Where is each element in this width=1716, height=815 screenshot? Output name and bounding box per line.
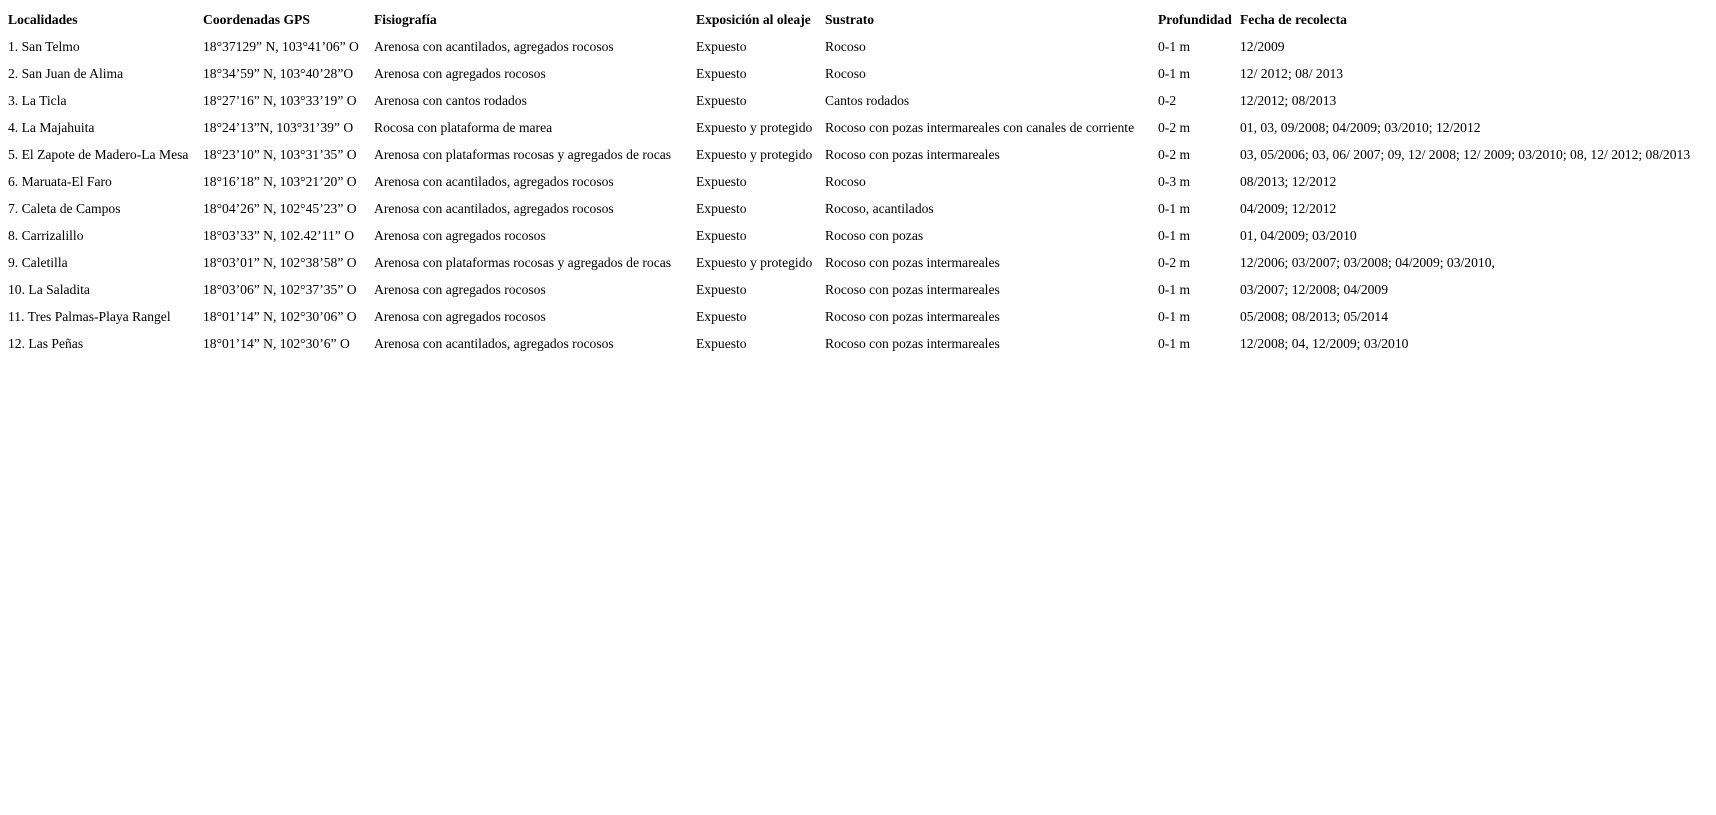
header-exposicion: Exposición al oleaje bbox=[696, 12, 811, 27]
cell-fisiografia: Arenosa con cantos rodados bbox=[374, 93, 527, 108]
cell-localidad: 10. La Saladita bbox=[8, 282, 90, 297]
cell-sustrato: Rocoso con pozas intermareales con canales de corriente bbox=[825, 120, 1135, 135]
cell-exposicion: Expuesto bbox=[696, 201, 747, 216]
cell-coordenadas: 18°24’13”N, 103°31’39” O bbox=[203, 120, 354, 135]
cell-fisiografia: Rocosa con plataforma de marea bbox=[374, 120, 553, 135]
cell-fisiografia: Arenosa con agregados rocosos bbox=[374, 66, 546, 81]
cell-localidad: 4. La Majahuita bbox=[8, 120, 95, 135]
table-row bbox=[7, 142, 1691, 167]
cell-profundidad: 0-1 m bbox=[1158, 282, 1191, 297]
cell-fisiografia: Arenosa con acantilados, agregados rocosos bbox=[374, 39, 614, 54]
cell-fecha: 03, 05/2006; 03, 06/ 2007; 09, 12/ 2008; 12/ 2009; 03/2010; 08, 12/ 2012; 08/2013 bbox=[1240, 147, 1691, 162]
cell-coordenadas: 18°16’18” N, 103°21’20” O bbox=[203, 174, 357, 189]
cell-sustrato: Rocoso con pozas intermareales bbox=[825, 282, 1000, 297]
cell-fecha: 05/2008; 08/2013; 05/2014 bbox=[1240, 309, 1389, 324]
cell-fisiografia: Arenosa con agregados rocosos bbox=[374, 228, 546, 243]
cell-fecha: 12/2008; 04, 12/2009; 03/2010 bbox=[1240, 336, 1409, 351]
cell-localidad: 9. Caletilla bbox=[8, 255, 68, 270]
cell-coordenadas: 18°01’14” N, 102°30’06” O bbox=[203, 309, 357, 324]
cell-localidad: 6. Maruata-El Faro bbox=[8, 174, 112, 189]
cell-exposicion: Expuesto bbox=[696, 309, 747, 324]
table-row bbox=[7, 250, 1691, 275]
cell-localidad: 3. La Ticla bbox=[8, 93, 67, 108]
cell-profundidad: 0-1 m bbox=[1158, 66, 1191, 81]
cell-exposicion: Expuesto bbox=[696, 336, 747, 351]
header-fisiografia: Fisiografía bbox=[374, 12, 437, 27]
header-sustrato: Sustrato bbox=[825, 12, 875, 27]
cell-coordenadas: 18°01’14” N, 102°30’6” O bbox=[203, 336, 350, 351]
cell-exposicion: Expuesto bbox=[696, 66, 747, 81]
cell-fecha: 01, 03, 09/2008; 04/2009; 03/2010; 12/2012 bbox=[1240, 120, 1481, 135]
cell-localidad: 11. Tres Palmas-Playa Rangel bbox=[8, 309, 171, 324]
cell-coordenadas: 18°23’10” N, 103°31’35” O bbox=[203, 147, 357, 162]
cell-exposicion: Expuesto bbox=[696, 282, 747, 297]
cell-localidad: 8. Carrizalillo bbox=[8, 228, 84, 243]
cell-fisiografia: Arenosa con plataformas rocosas y agregados de rocas bbox=[374, 255, 672, 270]
cell-sustrato: Rocoso, acantilados bbox=[825, 201, 934, 216]
cell-fecha: 12/2009 bbox=[1240, 39, 1285, 54]
cell-fisiografia: Arenosa con agregados rocosos bbox=[374, 282, 546, 297]
table-row bbox=[7, 331, 1691, 356]
cell-coordenadas: 18°27’16” N, 103°33’19” O bbox=[203, 93, 357, 108]
cell-sustrato: Rocoso bbox=[825, 66, 866, 81]
cell-fecha: 04/2009; 12/2012 bbox=[1240, 201, 1337, 216]
table-header bbox=[7, 7, 1691, 32]
header-row bbox=[7, 7, 1691, 32]
cell-localidad: 12. Las Peñas bbox=[8, 336, 84, 351]
cell-localidad: 7. Caleta de Campos bbox=[8, 201, 121, 216]
cell-exposicion: Expuesto bbox=[696, 93, 747, 108]
cell-sustrato: Rocoso con pozas intermareales bbox=[825, 336, 1000, 351]
cell-sustrato: Rocoso bbox=[825, 39, 866, 54]
header-profundidad: Profundidad bbox=[1158, 12, 1232, 27]
cell-coordenadas: 18°03’01” N, 102°38’58” O bbox=[203, 255, 357, 270]
cell-profundidad: 0-2 m bbox=[1158, 120, 1191, 135]
cell-coordenadas: 18°03’33” N, 102.42’11” O bbox=[203, 228, 355, 243]
cell-sustrato: Rocoso con pozas bbox=[825, 228, 924, 243]
table-row bbox=[7, 304, 1691, 329]
cell-sustrato: Rocoso con pozas intermareales bbox=[825, 147, 1000, 162]
cell-fecha: 12/ 2012; 08/ 2013 bbox=[1240, 66, 1344, 81]
cell-profundidad: 0-2 m bbox=[1158, 255, 1191, 270]
table-row bbox=[7, 223, 1691, 248]
cell-profundidad: 0-1 m bbox=[1158, 39, 1191, 54]
cell-sustrato: Rocoso con pozas intermareales bbox=[825, 255, 1000, 270]
cell-fecha: 01, 04/2009; 03/2010 bbox=[1240, 228, 1357, 243]
cell-localidad: 1. San Telmo bbox=[8, 39, 80, 54]
cell-fecha: 12/2006; 03/2007; 03/2008; 04/2009; 03/2010, bbox=[1240, 255, 1495, 270]
cell-coordenadas: 18°03’06” N, 102°37’35” O bbox=[203, 282, 357, 297]
cell-profundidad: 0-2 bbox=[1158, 93, 1177, 108]
cell-fecha: 03/2007; 12/2008; 04/2009 bbox=[1240, 282, 1389, 297]
cell-sustrato: Rocoso bbox=[825, 174, 866, 189]
cell-localidad: 2. San Juan de Alima bbox=[8, 66, 124, 81]
cell-fisiografia: Arenosa con acantilados, agregados rocosos bbox=[374, 174, 614, 189]
cell-fisiografia: Arenosa con plataformas rocosas y agregados de rocas bbox=[374, 147, 672, 162]
header-coordenadas: Coordenadas GPS bbox=[203, 12, 310, 27]
cell-profundidad: 0-1 m bbox=[1158, 228, 1191, 243]
cell-fisiografia: Arenosa con agregados rocosos bbox=[374, 309, 546, 324]
cell-sustrato: Cantos rodados bbox=[825, 93, 910, 108]
cell-exposicion: Expuesto bbox=[696, 174, 747, 189]
cell-profundidad: 0-3 m bbox=[1158, 174, 1191, 189]
cell-sustrato: Rocoso con pozas intermareales bbox=[825, 309, 1000, 324]
cell-profundidad: 0-1 m bbox=[1158, 309, 1191, 324]
table-row bbox=[7, 34, 1691, 59]
table-row bbox=[7, 277, 1691, 302]
table-body bbox=[7, 34, 1691, 356]
cell-coordenadas: 18°04’26” N, 102°45’23” O bbox=[203, 201, 357, 216]
cell-exposicion: Expuesto y protegido bbox=[696, 120, 813, 135]
cell-coordenadas: 18°34’59” N, 103°40’28”O bbox=[203, 66, 354, 81]
cell-coordenadas: 18°37129” N, 103°41’06” O bbox=[203, 39, 359, 54]
table-row bbox=[7, 196, 1691, 221]
cell-fecha: 08/2013; 12/2012 bbox=[1240, 174, 1337, 189]
table-row bbox=[7, 61, 1691, 86]
header-fecha: Fecha de recolecta bbox=[1240, 12, 1347, 27]
cell-profundidad: 0-1 m bbox=[1158, 201, 1191, 216]
cell-fecha: 12/2012; 08/2013 bbox=[1240, 93, 1337, 108]
cell-exposicion: Expuesto y protegido bbox=[696, 147, 813, 162]
header-localidades: Localidades bbox=[8, 12, 78, 27]
cell-fisiografia: Arenosa con acantilados, agregados rocosos bbox=[374, 201, 614, 216]
cell-profundidad: 0-2 m bbox=[1158, 147, 1191, 162]
cell-fisiografia: Arenosa con acantilados, agregados rocosos bbox=[374, 336, 614, 351]
cell-profundidad: 0-1 m bbox=[1158, 336, 1191, 351]
cell-exposicion: Expuesto bbox=[696, 39, 747, 54]
table-row bbox=[7, 115, 1691, 140]
table-row bbox=[7, 169, 1691, 194]
cell-exposicion: Expuesto y protegido bbox=[696, 255, 813, 270]
localities-table bbox=[5, 5, 1693, 358]
cell-exposicion: Expuesto bbox=[696, 228, 747, 243]
cell-localidad: 5. El Zapote de Madero-La Mesa bbox=[8, 147, 189, 162]
table-row bbox=[7, 88, 1691, 113]
